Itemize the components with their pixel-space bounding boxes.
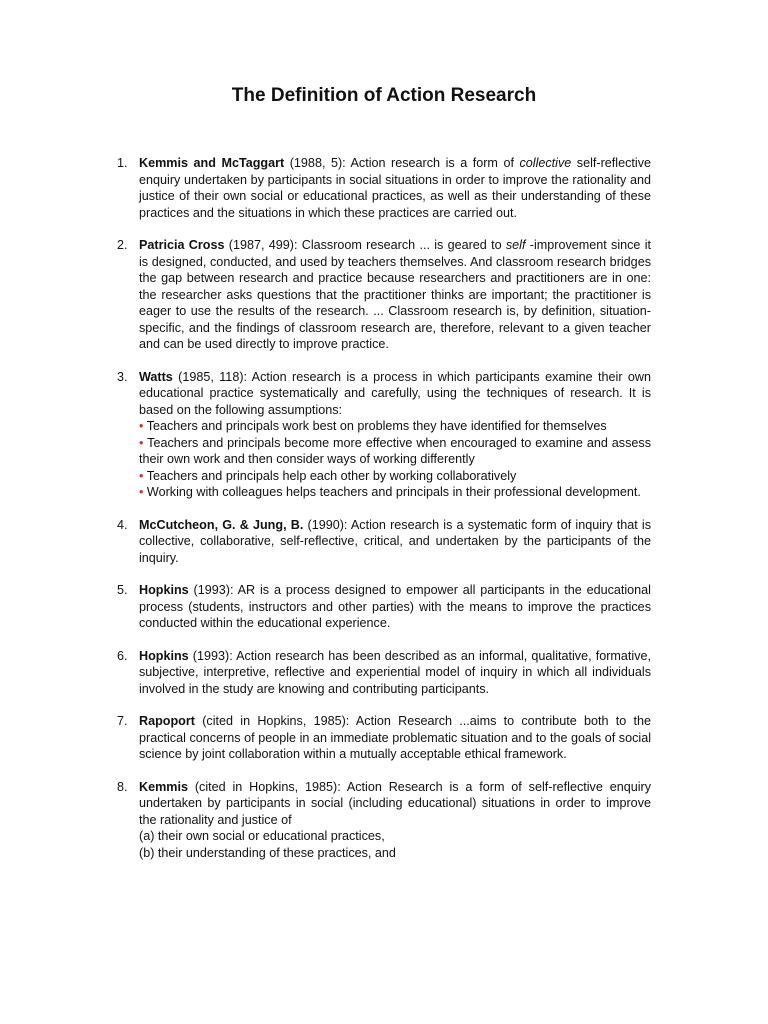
bullet-text: Teachers and principals work best on problems they have identified for themselves — [146, 419, 607, 433]
item-text: self-reflective enquiry undertaken by participants in social situations in order to improve the rationality and justice of their own social or educational practices, as well as their understanding of these practices and the situations in which these practices are carried out. — [139, 156, 651, 220]
item-body — [139, 237, 651, 353]
item-body — [139, 648, 651, 698]
item-body — [139, 155, 651, 221]
item-number: 4. — [117, 517, 128, 532]
item-number: 3. — [117, 369, 128, 384]
item-text: (1985, 118): Action research is a process in which participants examine their own educational practice systematically and carefully, using the techniques of research. It is based on the following assumptions: — [139, 369, 651, 417]
sub-line: (a) their own social or educational practices, — [139, 829, 385, 843]
item-author: Patricia Cross — [139, 238, 225, 252]
definition-item-1 — [117, 155, 651, 221]
item-author: Rapoport — [139, 714, 195, 728]
item-author: Kemmis — [139, 779, 188, 794]
item-author: Hopkins — [139, 583, 189, 597]
item-number: 1. — [117, 156, 128, 170]
item-author: McCutcheon, G. & Jung, B. — [139, 517, 304, 532]
bullet-line — [139, 435, 651, 468]
item-text: (1990): Action research is a systematic form of inquiry that is collective, collaborative, self-reflective, critical, and undertaken by the participants of the inquiry. — [139, 517, 651, 565]
item-text: (1987, 499): Classroom research ... is geared to — [224, 238, 506, 252]
bullet-icon: • — [139, 485, 144, 499]
bullet-icon: • — [139, 468, 144, 483]
item-author: Watts — [139, 369, 173, 384]
item-author: Hopkins — [139, 648, 189, 663]
item-number: 2. — [117, 238, 128, 252]
item-body — [139, 713, 651, 763]
bullet-text: Teachers and principals help each other by working collaboratively — [146, 468, 517, 483]
item-number: 8. — [117, 779, 128, 794]
bullet-line — [139, 484, 651, 501]
definition-item-6 — [117, 648, 651, 698]
definition-item-3 — [117, 369, 651, 501]
bullet-line — [139, 468, 651, 485]
item-emphasis: collective — [519, 156, 572, 170]
item-number: 6. — [117, 648, 128, 663]
bullet-icon: • — [139, 419, 144, 433]
item-text: (1993): AR is a process designed to empower all participants in the educational process (students, instructors and other parties) with the means to improve the practices conducted within the educational experience. — [139, 583, 651, 630]
page-title: The Definition of Action Research — [231, 85, 537, 106]
bullet-line — [139, 418, 651, 435]
item-body — [139, 779, 651, 862]
item-text: -improvement since it is designed, conducted, and used by teachers themselves. And classroom research bridges the gap between research and practice because researchers and practitioners are in one: the researcher asks questions that the practitioner thinks are important; the practitioner is eager to use the results of the research. ... Classroom research is, by definition, situation-specific, and the findings of classroom research are, therefore, relevant to a given teacher and can be used directly to improve practice. — [139, 238, 651, 351]
definition-item-5 — [117, 582, 651, 632]
definition-item-4 — [117, 517, 651, 567]
definition-item-2 — [117, 237, 651, 353]
item-emphasis: self — [505, 238, 526, 252]
item-text: (1988, 5): Action research is a form of — [284, 156, 520, 170]
item-body — [139, 517, 651, 567]
item-text: (cited in Hopkins, 1985): Action Research ...aims to contribute both to the practical concerns of people in an immediate problematic situation and to the goals of social science by joint collaboration within a mutually acceptable ethical framework. — [139, 714, 651, 761]
item-text: (1993): Action research has been described as an informal, qualitative, formative, subjective, interpretive, reflective and experiential model of inquiry in which all individuals involved in the study are knowing and contributing participants. — [139, 648, 651, 696]
item-text: (cited in Hopkins, 1985): Action Research is a form of self-reflective enquiry undertaken by participants in social (including educational) situations in order to improve the rationality and justice of — [139, 779, 651, 827]
definition-item-7 — [117, 713, 651, 763]
item-body — [139, 582, 651, 632]
item-body — [139, 369, 651, 501]
item-number: 7. — [117, 714, 128, 728]
item-number: 5. — [117, 583, 128, 597]
definitions-list — [117, 155, 651, 877]
sub-line: (b) their understanding of these practices, and — [139, 845, 396, 860]
definition-item-8 — [117, 779, 651, 862]
bullet-text: Teachers and principals become more effective when encouraged to examine and assess their own work and then consider ways of working differently — [139, 435, 651, 466]
bullet-text: Working with colleagues helps teachers and principals in their professional development. — [146, 485, 641, 499]
bullet-icon: • — [139, 435, 144, 450]
item-author: Kemmis and McTaggart — [139, 156, 285, 170]
